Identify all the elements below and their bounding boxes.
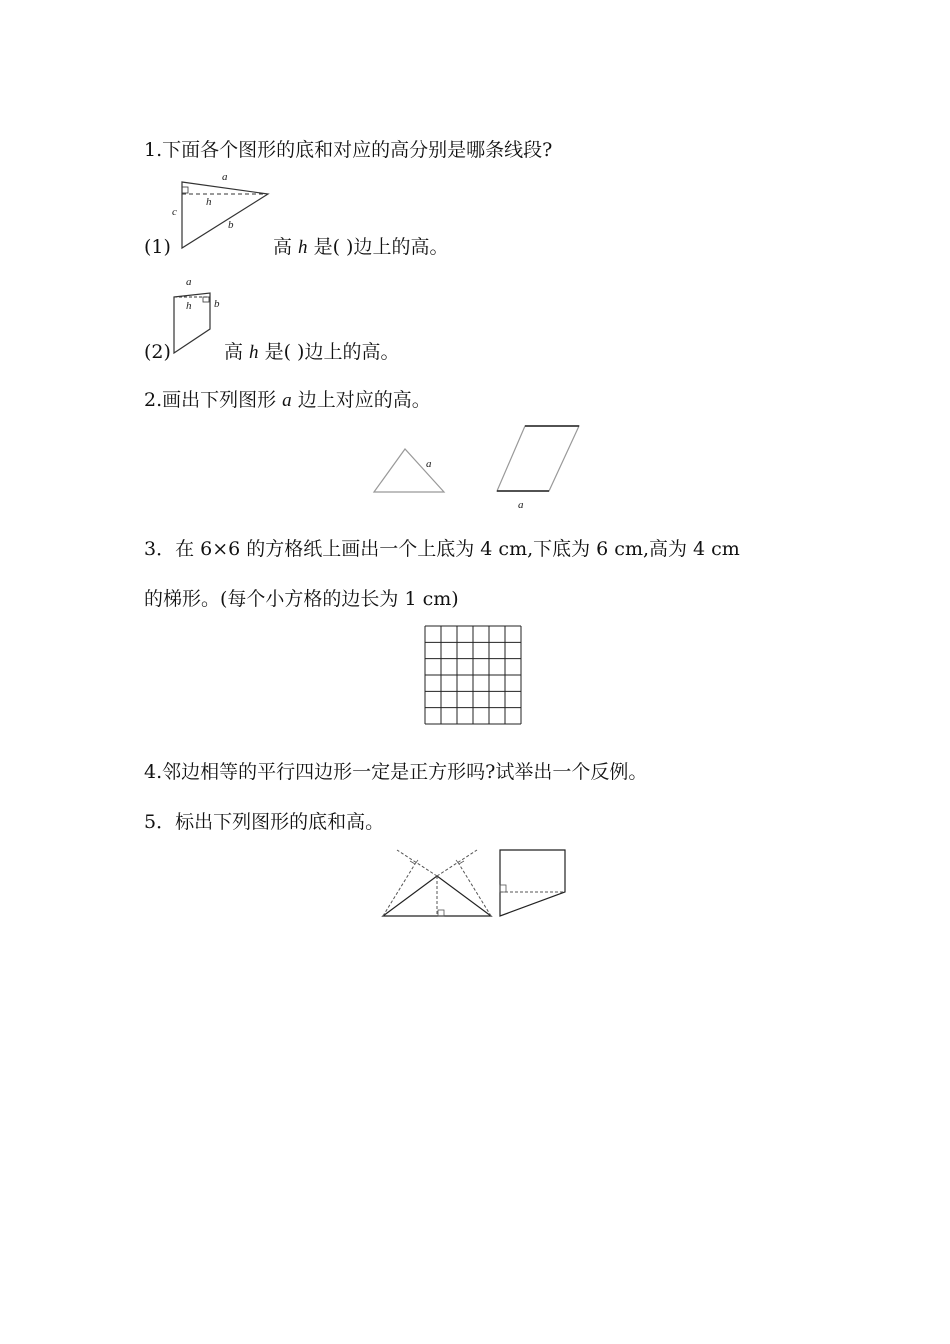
q1-item-2-var: h	[249, 342, 259, 363]
q1-prompt: 1.下面各个图形的底和对应的高分别是哪条线段?	[144, 139, 553, 161]
q1-item-1-after: 是( )边上的高。	[307, 236, 449, 258]
fig1-label-b: b	[228, 219, 234, 231]
q5-text: 5．标出下列图形的底和高。	[144, 811, 385, 833]
q1-item-1-before: 高	[273, 236, 299, 258]
q3-line-2: 的梯形。(每个小方格的边长为 1 cm)	[144, 588, 459, 610]
q1-item-1-var: h	[298, 237, 308, 258]
q4-text: 4.邻边相等的平行四边形一定是正方形吗?试举出一个反例。	[144, 761, 648, 783]
fig1-label-a: a	[222, 171, 228, 183]
q1-item-2-label: (2)	[144, 341, 171, 363]
q1-item-1-text	[273, 235, 448, 260]
fig2-label-a: a	[186, 276, 192, 288]
q1-item-2-text	[224, 340, 399, 365]
q2-prompt-after: 边上对应的高。	[291, 389, 431, 411]
q1-item-2-before: 高	[224, 341, 250, 363]
fig2-label-b: b	[214, 298, 220, 310]
q1-item-2-after: 是( )边上的高。	[258, 341, 400, 363]
q2-prompt	[144, 388, 431, 413]
q3-line-1: 3．在 6×6 的方格纸上画出一个上底为 4 cm,下底为 6 cm,高为 4 cm	[144, 538, 740, 560]
q2-prompt-before: 2.画出下列图形	[144, 389, 283, 411]
q2-prompt-var: a	[282, 390, 292, 411]
q2-parallelogram	[493, 423, 583, 513]
fig1-label-c: c	[172, 206, 177, 218]
fig1-label-h: h	[206, 196, 212, 208]
q2-parallelogram-label-a: a	[518, 499, 524, 511]
q5-quadrilateral-with-height	[497, 848, 569, 920]
q3-grid-paper	[424, 625, 522, 725]
fig2-label-h: h	[186, 300, 192, 312]
q1-figure-1-triangle	[170, 170, 280, 255]
q1-figure-2-trapezoid	[168, 275, 228, 355]
q1-item-1-label: (1)	[144, 236, 171, 258]
q5-triangle-with-heights	[380, 848, 496, 920]
q2-triangle	[370, 445, 450, 495]
q2-triangle-label-a: a	[426, 458, 432, 470]
